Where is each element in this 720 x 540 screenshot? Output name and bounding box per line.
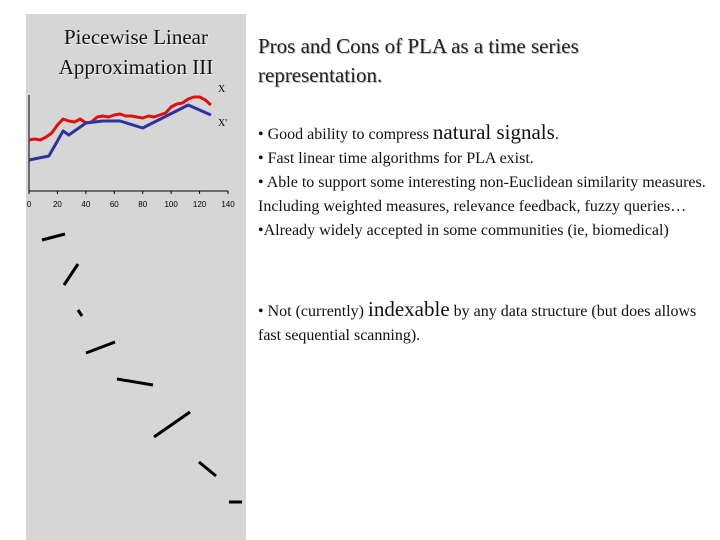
- series-label: X': [218, 118, 228, 129]
- x-tick-label: 100: [164, 200, 178, 209]
- pla-segment: [78, 310, 82, 316]
- x-tick-label: 80: [138, 200, 148, 209]
- pla-segment: [42, 234, 65, 240]
- bullet-list: [258, 120, 708, 348]
- bullet-item: [258, 147, 708, 171]
- pla-segment: [64, 264, 78, 285]
- bullet-text: • Fast linear time algorithms for PLA exist.: [258, 150, 534, 167]
- x-tick-label: 120: [192, 200, 207, 209]
- chart-series: [29, 84, 227, 160]
- bullet-text: •Already widely accepted in some communities (ie, biomedical): [258, 222, 669, 239]
- bullet-item: [258, 297, 708, 348]
- bullet-text: • Not (currently): [258, 303, 369, 320]
- x-tick-label: 40: [81, 200, 91, 209]
- x-tick-label: 140: [221, 200, 235, 209]
- bullet-item: [258, 219, 708, 243]
- bullet-text: • Good ability to compress: [258, 126, 433, 143]
- bullet-text: • Able to support some interesting non-Euclidean similarity measures. Including weighted measures, relevance feedback, fuzzy queries…: [258, 174, 706, 215]
- pla-segment: [154, 412, 190, 437]
- slide-title-line-1: Pros and Cons of PLA as a time series: [258, 34, 579, 58]
- x-tick-label: 0: [26, 200, 32, 209]
- x-tick-label: 60: [109, 200, 119, 209]
- series-label: X: [218, 84, 226, 95]
- bullet-emphasis: natural signals: [432, 120, 555, 144]
- pla-segments: [42, 234, 242, 502]
- left-title-line-1: Piecewise Linear: [63, 25, 209, 49]
- left-title-line-2: Approximation III: [58, 55, 214, 79]
- x-tick-label: 20: [52, 200, 62, 209]
- slide-title-line-2: representation.: [258, 63, 383, 87]
- pla-segment: [117, 379, 153, 385]
- bullet-emphasis: indexable: [368, 297, 450, 321]
- slide-title: [258, 32, 708, 90]
- bullet-text-end: by any data structure (but does allows fast sequential scanning).: [258, 303, 697, 344]
- bullet-item: [258, 120, 708, 147]
- pla-segment: [199, 462, 216, 476]
- series-line-x: [29, 97, 211, 140]
- bullet-text-end: .: [554, 126, 559, 143]
- pla-segment: [86, 342, 115, 353]
- bullet-item: [258, 171, 708, 219]
